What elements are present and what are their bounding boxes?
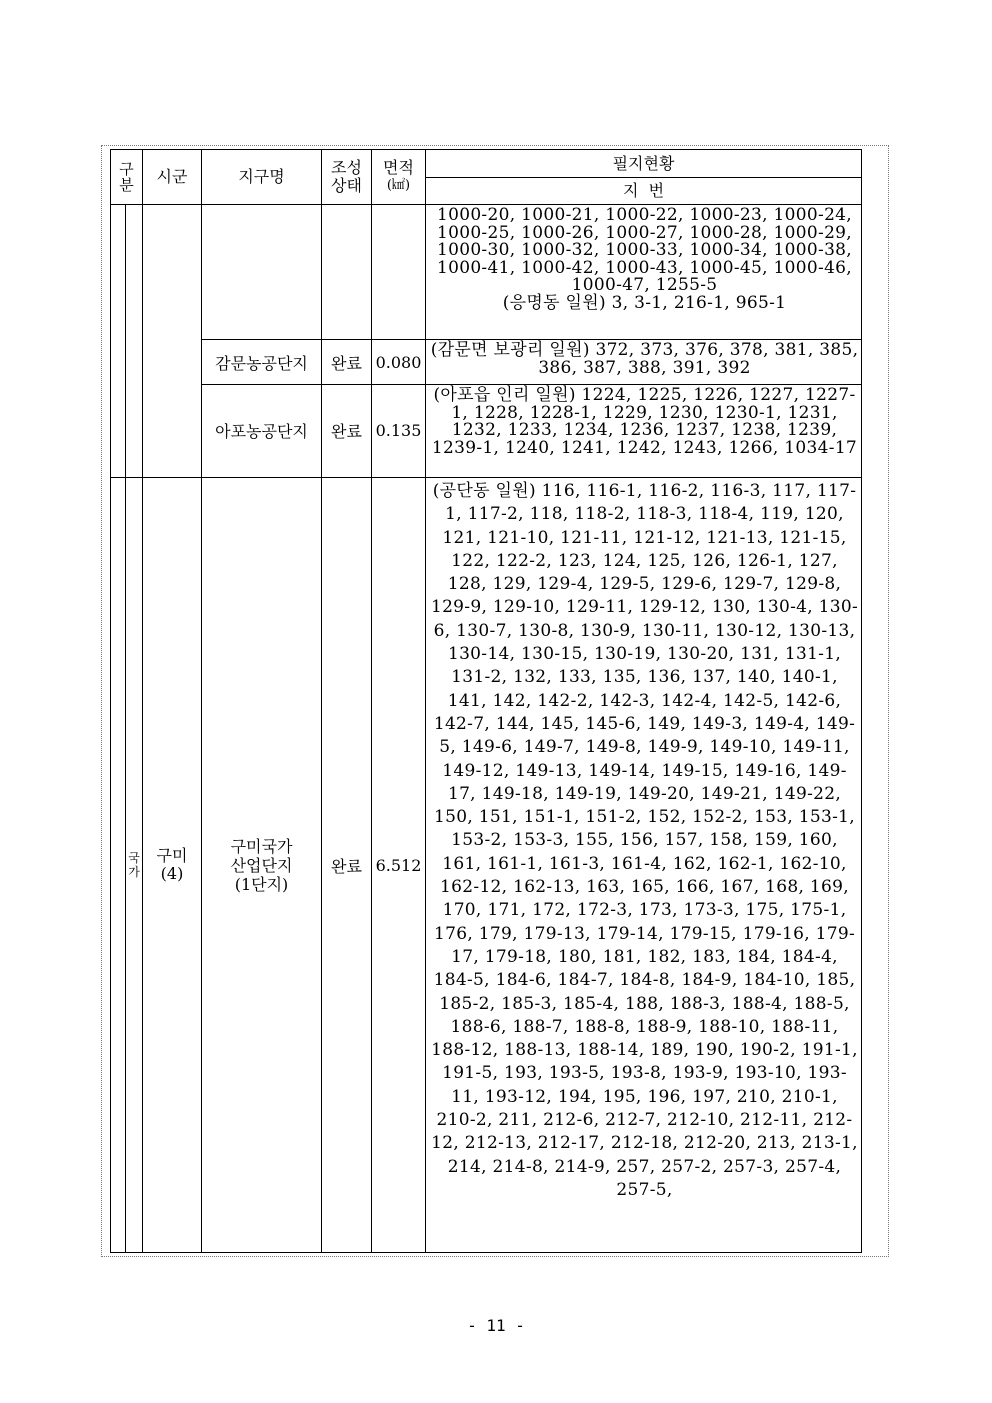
- district-line2: 산업단지: [230, 855, 293, 875]
- header-parcel-title: 필지현황: [426, 150, 862, 178]
- table-row: [111, 340, 862, 384]
- area-cell: 0.080: [372, 340, 426, 384]
- parcel-cell: (감문면 보광리 일원) 372, 373, 376, 378, 381, 385, 386, 387, 388, 391, 392: [426, 340, 862, 384]
- header-area-line2: (㎢): [386, 178, 411, 193]
- status-cell: 완료: [322, 384, 372, 477]
- sigun-cell: [143, 478, 202, 1253]
- header-parcel-sub: 지 번: [426, 178, 862, 205]
- status-cell: 완료: [322, 340, 372, 384]
- area-cell: [372, 205, 426, 340]
- parcel-list: 1000-20, 1000-21, 1000-22, 1000-23, 1000-24, 1000-25, 1000-26, 1000-27, 1000-28, 1000-29, 1000-30, 1000-32, 1000-33, 1000-34, 1000-38, 1000-41, 1000-42, 1000-43, 1000-45, 1000-46, 1000-47, 1255-5: [436, 205, 853, 296]
- header-status: [322, 150, 372, 205]
- district-cell: 감문농공단지: [202, 340, 322, 384]
- gubun-text: 국가: [128, 851, 140, 879]
- parcel-table: [110, 149, 862, 1253]
- sigun-cell-upper: [143, 205, 202, 478]
- header-area: [372, 150, 426, 205]
- area-cell: 0.135: [372, 384, 426, 477]
- header-area-line1: 면적: [383, 158, 414, 177]
- district-cell: [202, 478, 322, 1253]
- table-row: [111, 205, 862, 340]
- sigun-text: 구미(4): [156, 846, 188, 883]
- district-line3: (1단지): [234, 874, 289, 894]
- area-cell: 6.512: [372, 478, 426, 1253]
- district-line1: 구미국가: [230, 836, 293, 856]
- gubun-cell: [111, 478, 143, 1253]
- header-district: 지구명: [202, 150, 322, 205]
- header-sigun: 시군: [143, 150, 202, 205]
- parcel-cell: [426, 205, 862, 340]
- header-gubun: [111, 150, 143, 205]
- parcel-cell: (공단동 일원) 116, 116-1, 116-2, 116-3, 117, 117-1, 117-2, 118, 118-2, 118-3, 118-4, 119, 120, 121, 121-10, 121-11, 121-12, 121-13, 121-15, 122, 122-2, 123, 124, 125, 126, 126-1, 127, 128, 129, 129-4, 129-5, 129-6, 129-7, 129-8, 129-9, 129-10, 129-11, 129-12, 130, 130-4, 130-6, 130-7, 130-8, 130-9, 130-11, 130-12, 130-13, 130-14, 130-15, 130-19, 130-20, 131, 131-1, 131-2, 132, 133, 135, 136, 137, 140, 140-1, 141, 142, 142-2, 142-3, 142-4, 142-5, 142-6, 142-7, 144, 145, 145-6, 149, 149-3, 149-4, 149-5, 149-6, 149-7, 149-8, 149-9, 149-10, 149-11, 149-12, 149-13, 149-14, 149-15, 149-16, 149-17, 149-18, 149-19, 149-20, 149-21, 149-22, 150, 151, 151-1, 151-2, 152, 152-2, 153, 153-1, 153-2, 153-3, 155, 156, 157, 158, 159, 160, 161, 161-1, 161-3, 161-4, 162, 162-1, 162-10, 162-12, 162-13, 163, 165, 166, 167, 168, 169, 170, 171, 172, 172-3, 173, 173-3, 175, 175-1, 176, 179, 179-13, 179-14, 179-15, 179-16, 179-17, 179-18, 180, 181, 182, 183, 184, 184-4, 184-5, 184-6, 184-7, 184-8, 184-9, 184-10, 185, 185-2, 185-3, 185-4, 188, 188-3, 188-4, 188-5, 188-6, 188-7, 188-8, 188-9, 188-10, 188-11, 188-12, 188-13, 188-14, 189, 190, 190-2, 191-1, 191-5, 193, 193-5, 193-8, 193-9, 193-10, 193-11, 193-12, 194, 195, 196, 197, 210, 210-1, 210-2, 211, 212-6, 212-7, 212-10, 212-11, 212-12, 212-13, 212-17, 212-18, 212-20, 213, 213-1, 214, 214-8, 214-9, 257, 257-2, 257-3, 257-4, 257-5,: [426, 478, 862, 1253]
- page-number: - 11 -: [467, 1316, 525, 1335]
- parcel-cell: (아포읍 인리 일원) 1224, 1225, 1226, 1227, 1227-1, 1228, 1228-1, 1229, 1230, 1230-1, 1231, 1232, 1233, 1234, 1236, 1237, 1238, 1239, 1239-1, 1240, 1241, 1242, 1243, 1266, 1034-17: [426, 384, 862, 477]
- status-cell: 완료: [322, 478, 372, 1253]
- table-row: [111, 478, 862, 1253]
- parcel-list-extra: (응명동 일원) 3, 3-1, 216-1, 965-1: [502, 292, 787, 313]
- header-gubun-text: 구분: [119, 160, 134, 194]
- district-cell: [202, 205, 322, 340]
- header-status-line1: 조성: [331, 158, 362, 177]
- status-cell: [322, 205, 372, 340]
- district-cell: 아포농공단지: [202, 384, 322, 477]
- header-row-1: [111, 150, 862, 178]
- table-row: [111, 384, 862, 477]
- gubun-cell-upper: [111, 205, 143, 478]
- header-status-line2: 상태: [331, 176, 362, 195]
